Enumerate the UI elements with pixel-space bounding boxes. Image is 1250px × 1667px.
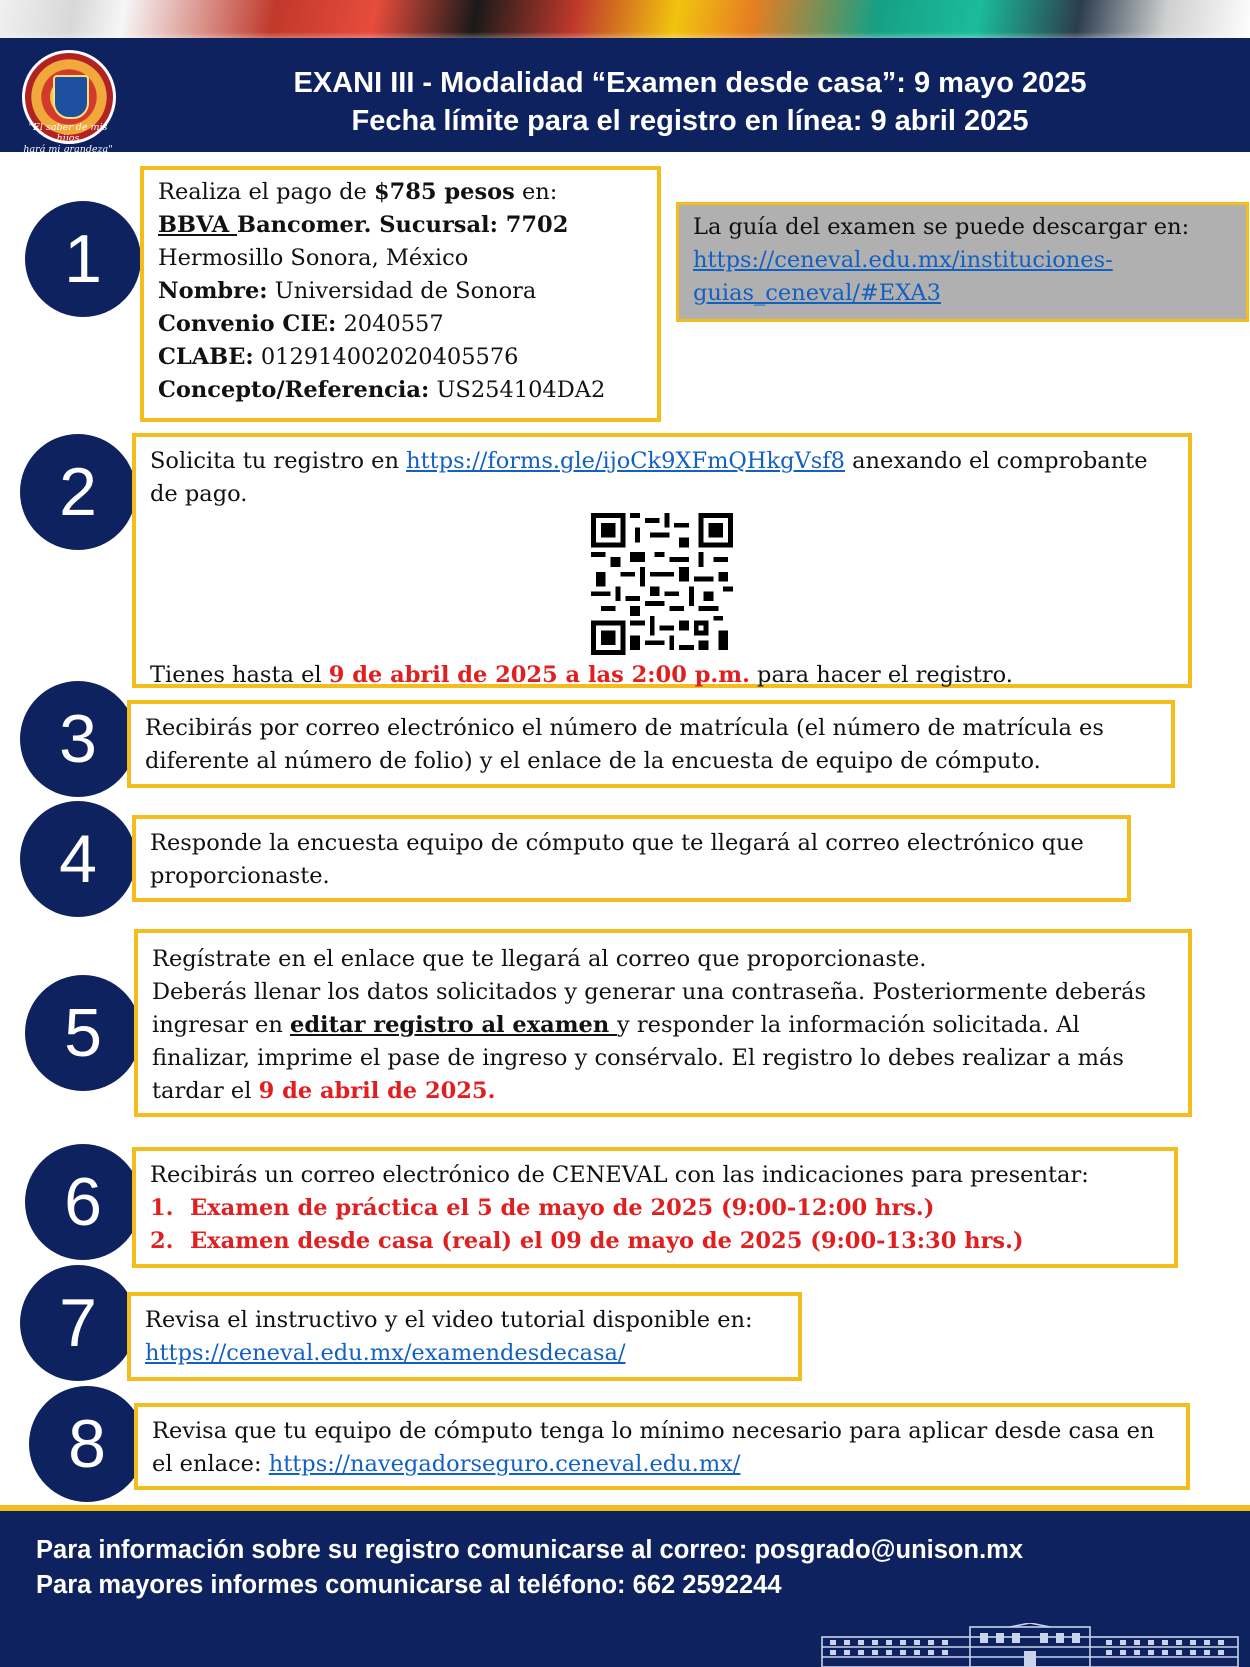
step-number-4: 4 — [20, 801, 136, 917]
step-6-box — [132, 1147, 1178, 1268]
step-7-text: Revisa el instructivo y el video tutorial disponible en: — [145, 1307, 753, 1333]
step-4-text: Responde la encuesta equipo de cómputo que te llegará al correo electrónico que proporcionaste. — [150, 830, 1084, 889]
step-number-5: 5 — [25, 975, 141, 1091]
title-line-1: EXANI III - Modalidad “Examen desde casa”: 9 mayo 2025 — [293, 67, 1087, 99]
step-3-box — [127, 700, 1175, 788]
step-8-box: Revisa que tu equipo de cómputo tenga lo mínimo necesario para aplicar desde casa en el enlace: https://navegadorseguro.ceneval.edu.mx/ — [134, 1403, 1190, 1490]
footer-bar — [0, 1505, 1250, 1667]
step-2-registration-box: Solicita tu registro en https://forms.gle/ijoCk9XFmQHkgVsf8 anexando el comprobante de pago. Tienes hasta el 9 de abril de 2025 a las 2:00 p.m. para hacer el registro. — [132, 433, 1192, 688]
bank-name-underlined: BBVA — [158, 212, 238, 238]
registration-form-link[interactable]: https://forms.gle/ijoCk9XFmQHkgVsf8 — [406, 448, 845, 474]
step-1-payment-box: Realiza el pago de $785 pesos en: BBVA Bancomer. Sucursal: 7702 Hermosillo Sonora, México Nombre: Universidad de Sonora Convenio CIE: 2040557 CLABE: 012914002020405576 Concepto/Referencia: US254104DA2 — [140, 166, 661, 422]
registration-deadline: 9 de abril de 2025 a las 2:00 p.m. — [328, 662, 750, 688]
step-number-6: 6 — [25, 1144, 141, 1260]
step-number-3: 3 — [20, 681, 136, 797]
tutorial-link[interactable]: https://ceneval.edu.mx/examendesdecasa/ — [145, 1340, 626, 1366]
step-5-box: Regístrate en el enlace que te llegará al correo que proporcionaste. Deberás llenar los datos solicitados y generar una contraseña. Posteriormente deberás ingresar en editar registro al examen y responder la información solicitada. Al finalizar, imprime el pase de ingreso y consérvalo. El registro lo debes realizar a más tardar el 9 de abril de 2025. — [134, 929, 1192, 1117]
building-silhouette-icon — [820, 1623, 1240, 1667]
guide-link[interactable]: https://ceneval.edu.mx/instituciones-guias_ceneval/#EXA3 — [693, 247, 1113, 306]
step-4-box — [132, 815, 1131, 902]
step-5-deadline: 9 de abril de 2025. — [258, 1078, 496, 1104]
step-number-8: 8 — [29, 1386, 145, 1502]
secure-browser-link[interactable]: https://navegadorseguro.ceneval.edu.mx/ — [268, 1451, 741, 1477]
university-motto: "El saber de mis hijos hará mi grandeza" — [23, 122, 113, 155]
guide-text: La guía del examen se puede descargar en: — [693, 214, 1190, 240]
step-5-line-1: Regístrate en el enlace que te llegará al correo que proporcionaste. — [152, 946, 927, 972]
bank-city: Hermosillo Sonora, México — [158, 245, 469, 271]
footer-email-line: Para información sobre su registro comunicarse al correo: posgrado@unison.mx — [36, 1536, 1024, 1564]
step-3-text: Recibirás por correo electrónico el número de matrícula (el número de matrícula es diferente al número de folio) y el enlace de la encuesta de equipo de cómputo. — [145, 715, 1104, 774]
qr-code-icon — [591, 513, 733, 655]
payment-amount: $785 pesos — [373, 179, 515, 205]
page-title — [140, 64, 1240, 140]
edit-registration-text: editar registro al examen — [290, 1012, 618, 1038]
real-exam-item: 2. Examen desde casa (real) el 09 de mayo de 2025 (9:00-13:30 hrs.) — [150, 1228, 1024, 1254]
title-line-2: Fecha límite para el registro en línea: 9 abril 2025 — [351, 105, 1029, 137]
header-bar — [0, 38, 1250, 152]
step-number-2: 2 — [20, 434, 136, 550]
exam-guide-box — [676, 202, 1249, 322]
step-7-box — [127, 1292, 802, 1381]
step-number-1: 1 — [25, 201, 141, 317]
footer-phone-line: Para mayores informes comunicarse al teléfono: 662 2592244 — [36, 1571, 782, 1599]
practice-exam-item: 1. Examen de práctica el 5 de mayo de 2025 (9:00-12:00 hrs.) — [150, 1195, 935, 1221]
footer-contact — [36, 1533, 1023, 1603]
step-number-7: 7 — [20, 1265, 136, 1381]
step-6-intro: Recibirás un correo electrónico de CENEVAL con las indicaciones para presentar: — [150, 1162, 1089, 1188]
